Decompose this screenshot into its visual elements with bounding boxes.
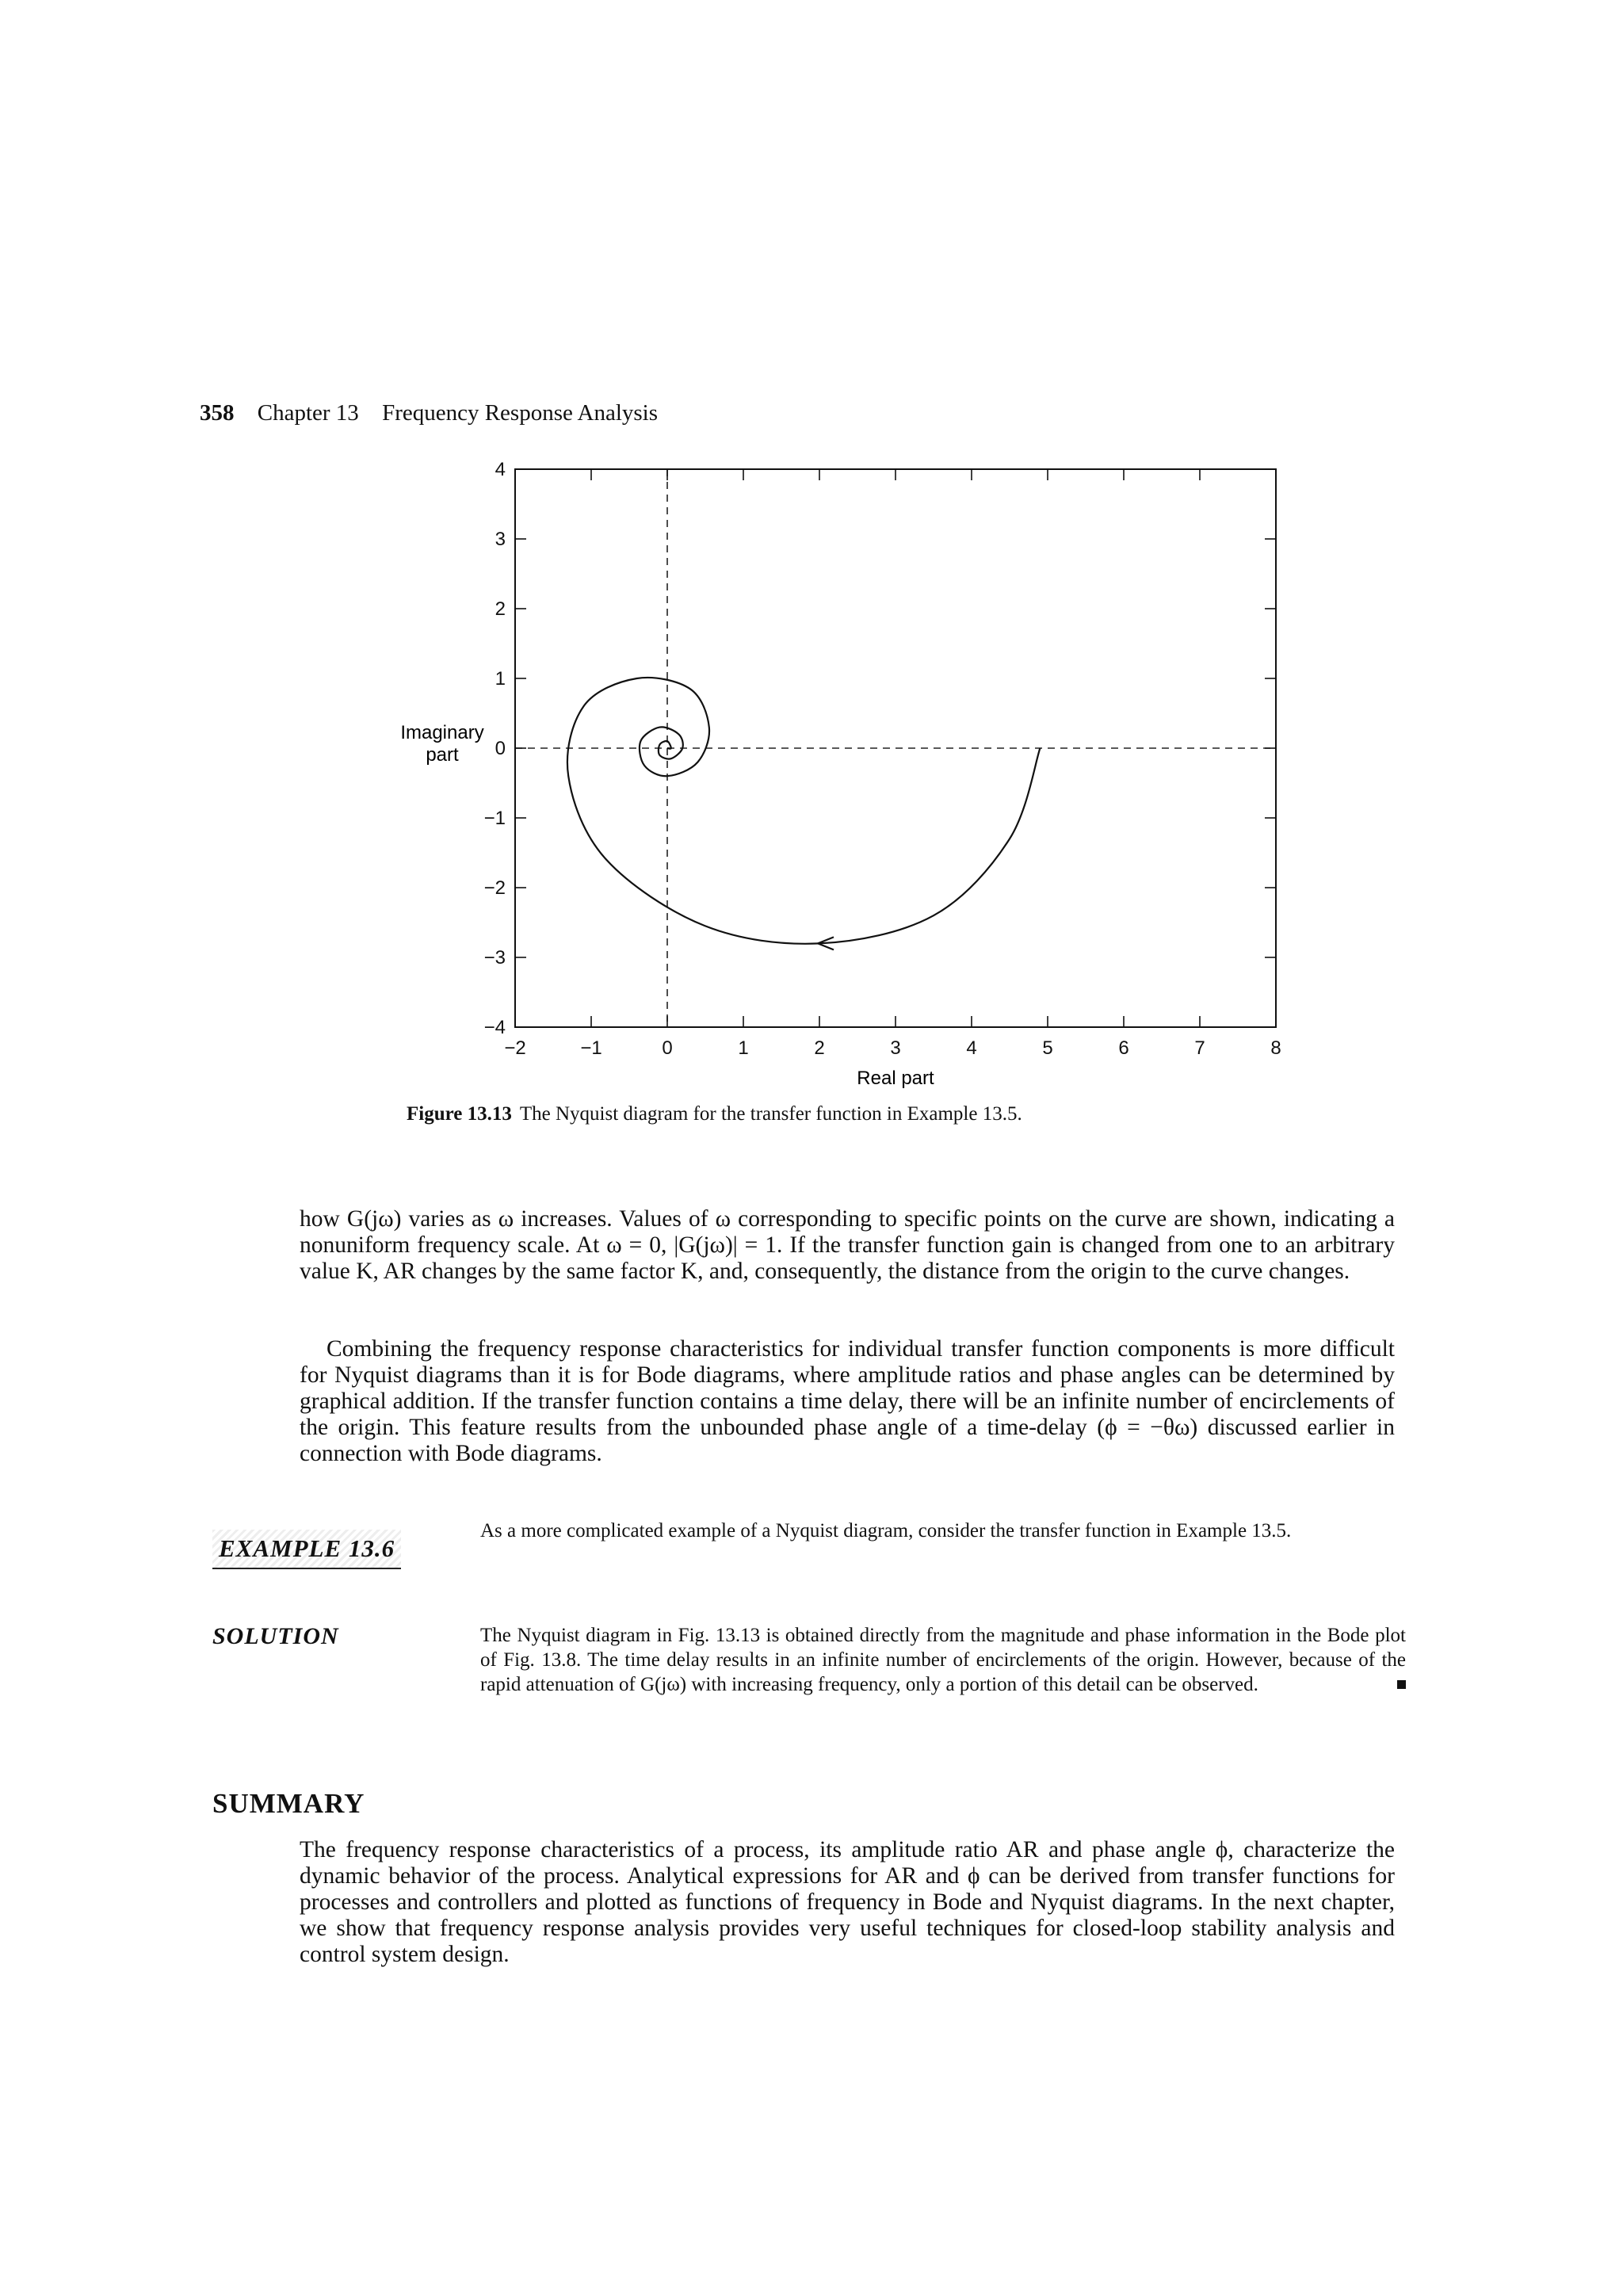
chapter-title: Frequency Response Analysis bbox=[382, 400, 659, 426]
running-head bbox=[200, 400, 658, 426]
example-label: EXAMPLE 13.6 bbox=[212, 1530, 401, 1569]
nyquist-diagram bbox=[396, 452, 1308, 1110]
y-tick-label: 0 bbox=[495, 738, 506, 759]
x-tick-label: 2 bbox=[814, 1037, 825, 1059]
x-tick-label: 6 bbox=[1118, 1037, 1129, 1059]
y-tick-label: 4 bbox=[495, 459, 506, 480]
body-paragraph-1 bbox=[300, 1206, 1395, 1285]
y-tick-label: −4 bbox=[483, 1017, 506, 1038]
x-tick-label: −1 bbox=[580, 1037, 602, 1059]
x-tick-label: 0 bbox=[662, 1037, 673, 1059]
y-tick-label: −1 bbox=[483, 808, 506, 829]
summary-heading: SUMMARY bbox=[212, 1788, 365, 1819]
y-tick-label: −3 bbox=[483, 947, 506, 968]
chapter-number: Chapter 13 bbox=[257, 400, 359, 426]
nyquist-curve-path bbox=[567, 678, 1040, 944]
page-number: 358 bbox=[200, 400, 235, 426]
figure-caption-text: The Nyquist diagram for the transfer function in Example 13.5. bbox=[519, 1103, 1022, 1125]
y-tick-label: 2 bbox=[495, 598, 506, 620]
figure-caption bbox=[407, 1103, 1022, 1125]
tick-labels bbox=[484, 459, 1281, 1059]
x-tick-label: 7 bbox=[1194, 1037, 1205, 1059]
y-tick-label: 1 bbox=[495, 668, 506, 690]
x-tick-label: 4 bbox=[966, 1037, 977, 1059]
nyquist-curve bbox=[567, 678, 1040, 949]
example-text: As a more complicated example of a Nyquist diagram, consider the transfer function in Example 13.5. bbox=[480, 1520, 1292, 1541]
paragraph-text: how G(jω) varies as ω increases. Values of ω corresponding to specific points on the curve are shown, indicating a nonuniform frequency scale. At ω = 0, |G(jω)| = 1. If the transfer function gain is changed from one to an arbitrary value K, AR changes by the same factor K, and, consequently, the distance from the origin to the curve changes. bbox=[300, 1206, 1395, 1284]
solution-label: SOLUTION bbox=[212, 1623, 339, 1649]
x-tick-label: 5 bbox=[1042, 1037, 1053, 1059]
y-axis-label-line1: Imaginary bbox=[400, 722, 484, 743]
y-tick-label: 3 bbox=[495, 529, 506, 550]
y-tick-label: −2 bbox=[483, 877, 506, 899]
body-paragraph-2 bbox=[300, 1336, 1395, 1467]
reference-lines bbox=[515, 469, 1276, 1027]
solution-block bbox=[480, 1623, 1406, 1697]
figure-caption-label: Figure 13.13 bbox=[407, 1103, 512, 1125]
x-tick-label: 8 bbox=[1270, 1037, 1281, 1059]
end-of-solution-mark bbox=[1397, 1680, 1406, 1689]
x-tick-label: 3 bbox=[890, 1037, 901, 1059]
paragraph-text: Combining the frequency response characteristics for individual transfer function components is more difficult for Nyquist diagrams than it is for Bode diagrams, where amplitude ratios and phase angles can be determined by graphical addition. If the transfer function contains a time delay, there will be an infinite number of encirclements of the origin. This feature results from the unbounded phase angle of a time-delay (ϕ = −θω) discussed earlier in connection with Bode diagrams. bbox=[300, 1336, 1395, 1466]
solution-text: The Nyquist diagram in Fig. 13.13 is obtained directly from the magnitude and phase information in the Bode plot of Fig. 13.8. The time delay results in an infinite number of encirclements of the origin. However, because of the rapid attenuation of G(jω) with increasing frequency, only a portion of this detail can be observed. bbox=[480, 1625, 1406, 1695]
y-axis-label-line2: part bbox=[426, 744, 459, 766]
x-axis-label: Real part bbox=[857, 1068, 934, 1089]
x-tick-label: 1 bbox=[738, 1037, 749, 1059]
summary-text: The frequency response characteristics of a process, its amplitude ratio AR and phase angle ϕ, characterize the dynamic behavior of the process. Analytical expressions for AR and ϕ can be derived from transfer functions for processes and controllers and plotted as functions of frequency in Bode and Nyquist diagrams. In the next chapter, we show that frequency response analysis provides very useful techniques for closed-loop stability analysis and control system design. bbox=[300, 1837, 1395, 1967]
x-tick-label: −2 bbox=[504, 1037, 526, 1059]
